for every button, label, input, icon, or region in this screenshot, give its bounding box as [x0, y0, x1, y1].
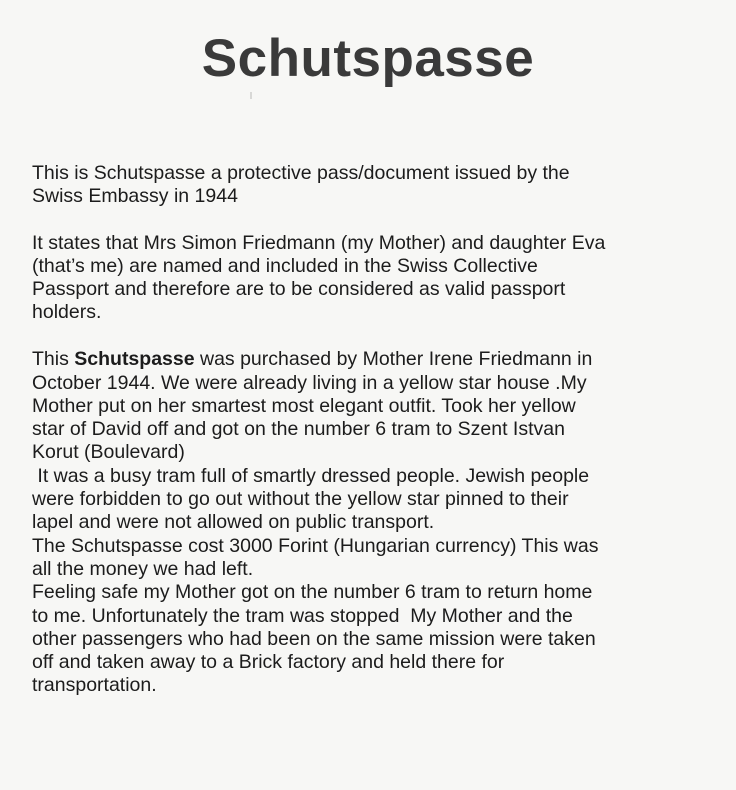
text-line: to me. Unfortunately the tram was stopped My Mother and the: [32, 604, 573, 627]
text-line: star of David off and got on the number 6 tram to Szent Istvan: [32, 418, 565, 441]
story-paragraph: [32, 348, 722, 697]
text-line: October 1944. We were already living in a yellow star house .My: [32, 371, 587, 394]
text-line: Korut (Boulevard): [32, 441, 185, 464]
text-line: lapel and were not allowed on public transport.: [32, 511, 435, 534]
text-segment: was purchased by Mother Irene Friedmann in: [194, 348, 593, 371]
text-line: It was a busy tram full of smartly dressed people. Jewish people: [32, 464, 590, 487]
bold-term: Schutspasse: [74, 348, 195, 371]
text-line: Swiss Embassy in 1944: [32, 185, 238, 208]
page-title: Schutspasse: [201, 29, 535, 88]
text-line: off and taken away to a Brick factory and held there for: [32, 651, 505, 674]
text-line: were forbidden to go out without the yellow star pinned to their: [32, 488, 569, 511]
text-line: [32, 348, 722, 371]
text-line: Mother put on her smartest most elegant outfit. Took her yellow: [32, 394, 576, 417]
intro-paragraph: [32, 162, 722, 209]
text-line: The Schutspasse cost 3000 Forint (Hungarian currency) This was: [32, 534, 599, 557]
text-segment: This: [32, 348, 75, 371]
text-line: transportation.: [32, 674, 157, 697]
text-line: holders.: [32, 301, 102, 324]
text-line: all the money we had left.: [32, 557, 254, 580]
text-line: This is Schutspasse a protective pass/document issued by the: [32, 162, 570, 184]
document-body: [32, 162, 722, 721]
text-line: It states that Mrs Simon Friedmann (my Mother) and daughter Eva: [32, 231, 606, 254]
text-line: Feeling safe my Mother got on the number 6 tram to return home: [32, 581, 593, 604]
paper-speck: [250, 92, 252, 99]
text-line: (that’s me) are named and included in the Swiss Collective: [32, 254, 538, 277]
text-line: other passengers who had been on the same mission were taken: [32, 627, 596, 650]
statement-paragraph: [32, 232, 722, 325]
text-line: Passport and therefore are to be considered as valid passport: [32, 278, 566, 301]
